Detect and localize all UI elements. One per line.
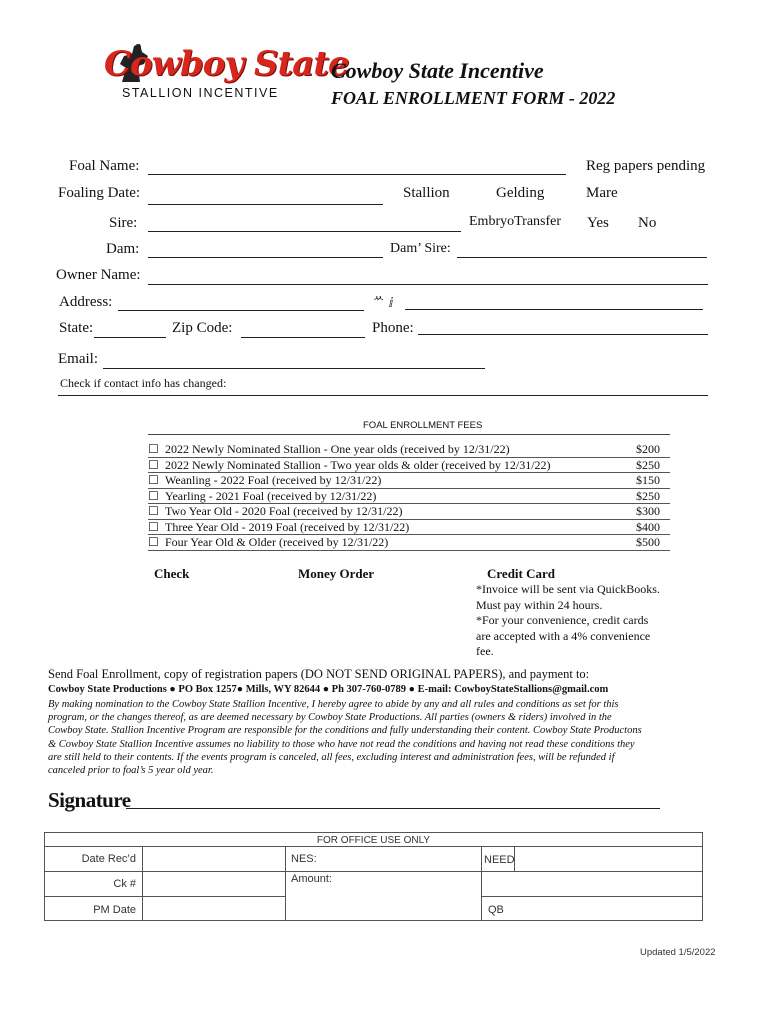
pm-date-field[interactable]: [143, 897, 284, 920]
fee-checkbox[interactable]: ☐: [148, 457, 159, 472]
fees-heading: FOAL ENROLLMENT FEES: [363, 420, 483, 431]
fee-option-row[interactable]: [148, 520, 670, 536]
ck-number-field[interactable]: [143, 872, 284, 895]
stallion-option[interactable]: Stallion: [403, 185, 450, 201]
gelding-option[interactable]: Gelding: [496, 185, 545, 201]
foaling-date-field[interactable]: [148, 204, 383, 205]
terms-line: program, or the changes thereof, as are deemed necessary by Cowboy State Productions. All parties (owners & riders) involved in the: [48, 712, 612, 724]
zip-code-field[interactable]: [241, 337, 365, 338]
fee-option-row[interactable]: [148, 473, 670, 489]
reg-papers-pending-option[interactable]: Reg papers pending: [586, 158, 706, 174]
fee-price: $300: [636, 504, 660, 518]
pm-date-label: PM Date: [93, 904, 136, 916]
check-contact-changed-label[interactable]: Check if contact info has changed:: [60, 376, 227, 390]
terms-line: Cowboy State. Stallion Incentive Program are responsible for the conditions and fully understanding their content. Cowboy State Productons: [48, 725, 642, 737]
note-line: fee.: [476, 644, 494, 658]
logo-wordmark: Cowboy State: [104, 44, 349, 84]
fee-price: $150: [636, 473, 660, 487]
credit-card-note: [476, 582, 660, 660]
fee-description: Weanling - 2022 Foal (received by 12/31/22): [165, 473, 382, 487]
fees-top-rule: [148, 434, 670, 435]
yes-option[interactable]: Yes: [587, 215, 609, 231]
fee-option-row[interactable]: [148, 489, 670, 505]
fee-description: Two Year Old - 2020 Foal (received by 12/31/22): [165, 504, 403, 518]
date-recd-field[interactable]: [143, 847, 284, 870]
note-line: are accepted with a 4% convenience: [476, 628, 651, 643]
address-field[interactable]: [118, 310, 364, 311]
fee-price: $400: [636, 519, 660, 534]
fee-price: $250: [636, 457, 660, 472]
dam-label: Dam:: [106, 241, 140, 257]
city-field[interactable]: [405, 309, 703, 310]
contact-divider: [58, 395, 708, 396]
money-order-payment-option[interactable]: Money Order: [298, 566, 375, 581]
fee-checkbox[interactable]: ☐: [148, 473, 159, 487]
state-label: State:: [59, 320, 94, 336]
fee-description: 2022 Newly Nominated Stallion - One year olds (received by 12/31/22): [165, 442, 510, 456]
fee-option-row[interactable]: [148, 504, 670, 520]
terms-line: canceled prior to foal’s 5 year old year.: [48, 765, 214, 777]
office-use-title: FOR OFFICE USE ONLY: [316, 835, 431, 846]
fee-option-row[interactable]: [148, 535, 670, 551]
note-line: *Invoice will be sent via QuickBooks.: [476, 582, 660, 596]
sire-label: Sire:: [109, 215, 138, 231]
note-line: Must pay within 24 hours.: [476, 597, 603, 612]
send-instructions: Send Foal Enrollment, copy of registration papers (DO NOT SEND ORIGINAL PAPERS), and payment to:: [48, 667, 590, 681]
terms-line: & Cowboy State Stallion Incentive assumes no liability to those who have not read the conditions and having not read these conditions they: [48, 738, 635, 750]
fee-checkbox[interactable]: ☐: [148, 535, 159, 549]
city-label-glyphs: ᄊ ⅈ: [372, 296, 394, 311]
fee-description: Three Year Old - 2019 Foal (received by 12/31/22): [165, 519, 410, 534]
address-label: Address:: [59, 294, 113, 310]
need-label: NEED: [484, 854, 515, 866]
email-label: Email:: [58, 351, 98, 367]
updated-date: Updated 1/5/2022: [640, 947, 716, 958]
no-option[interactable]: No: [638, 215, 657, 231]
fee-description: Yearling - 2021 Foal (received by 12/31/22): [165, 488, 377, 503]
fee-description: Four Year Old & Older (received by 12/31/22): [165, 535, 389, 549]
note-line: *For your convenience, credit cards: [476, 613, 649, 627]
fee-option-row[interactable]: [148, 442, 670, 458]
fee-price: $500: [636, 535, 660, 549]
fee-checkbox[interactable]: ☐: [148, 504, 159, 518]
fee-checkbox[interactable]: ☐: [148, 488, 159, 503]
foal-name-field[interactable]: [148, 174, 566, 175]
foal-name-label: Foal Name:: [69, 158, 140, 174]
nes-label: NES:: [291, 853, 317, 865]
check-payment-option[interactable]: Check: [154, 566, 190, 581]
signature-label: Signature: [48, 788, 131, 812]
signature-field[interactable]: [126, 808, 660, 809]
fee-checkbox[interactable]: ☐: [148, 519, 159, 534]
phone-field[interactable]: [418, 334, 708, 335]
zip-code-label: Zip Code:: [172, 320, 233, 336]
form-title: Cowboy State Incentive: [331, 58, 544, 83]
fee-option-row[interactable]: [148, 458, 670, 474]
terms-line: By making nomination to the Cowboy State Stallion Incentive, I hereby agree to abide by any and all rules and conditions as set for this: [48, 699, 619, 710]
mare-option[interactable]: Mare: [586, 185, 618, 201]
date-recd-label: Date Rec’d: [81, 853, 136, 865]
phone-label: Phone:: [372, 320, 414, 336]
foaling-date-label: Foaling Date:: [58, 185, 141, 201]
owner-name-field[interactable]: [148, 284, 708, 285]
email-field[interactable]: [103, 368, 485, 369]
fee-checkbox[interactable]: ☐: [148, 442, 159, 456]
form-subtitle: FOAL ENROLLMENT FORM - 2022: [331, 88, 616, 108]
state-field[interactable]: [94, 337, 166, 338]
credit-card-payment-option[interactable]: Credit Card: [487, 566, 556, 581]
dam-field[interactable]: [148, 257, 383, 258]
fee-description: 2022 Newly Nominated Stallion - Two year olds & older (received by 12/31/22): [165, 457, 551, 472]
sire-field[interactable]: [148, 231, 461, 232]
mailing-address: Cowboy State Productions ● PO Box 1257● Mills, WY 82644 ● Ph 307-760-0789 ● E-mail: CowboyStateStallions@gmail.com: [48, 684, 609, 695]
fee-price: $200: [636, 442, 660, 456]
qb-label: QB: [488, 904, 504, 916]
logo: [100, 40, 349, 106]
dam-sire-label: Dam’ Sire:: [390, 241, 451, 256]
dam-sire-field[interactable]: [457, 257, 707, 258]
terms-line: are still held to their contents. If the events program is canceled, all fees, excluding interest and administration fees, will be refunded if: [48, 751, 615, 763]
fee-price: $250: [636, 488, 660, 503]
owner-name-label: Owner Name:: [56, 267, 141, 283]
ck-number-label: Ck #: [113, 878, 136, 890]
logo-subtitle: STALLION INCENTIVE: [122, 86, 279, 100]
terms-paragraph: [48, 698, 642, 777]
amount-label: Amount:: [291, 873, 332, 885]
embryo-transfer-label: EmbryoTransfer: [469, 214, 562, 229]
